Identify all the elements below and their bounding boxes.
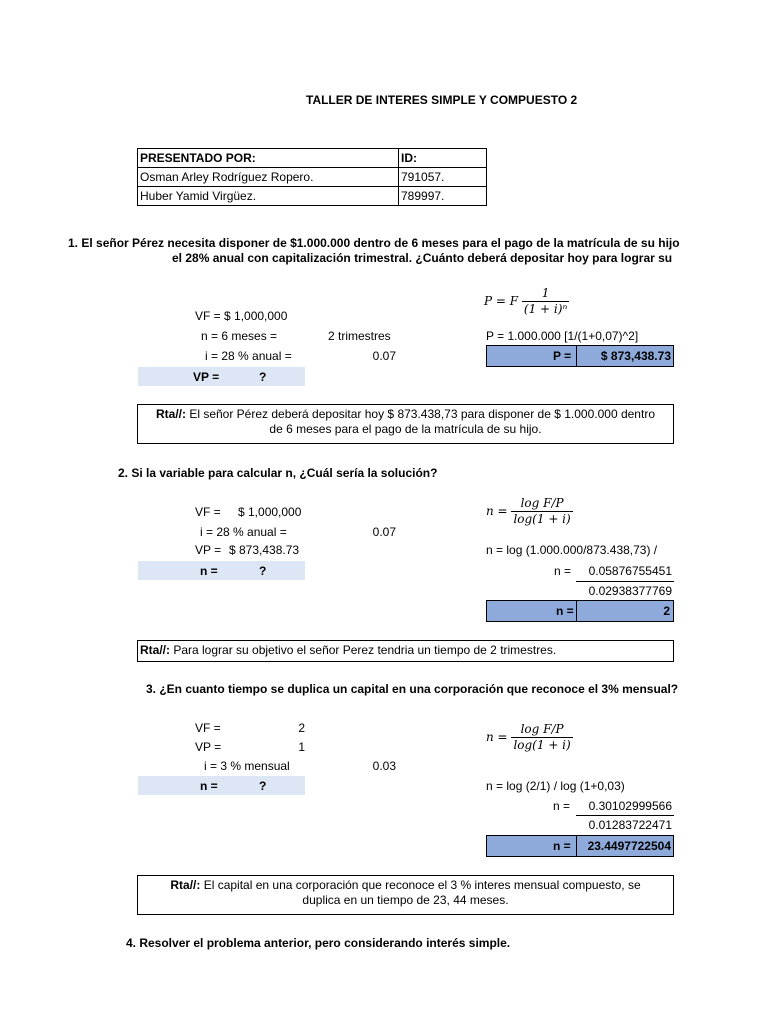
p3-vp-label: VP = (195, 740, 222, 754)
p2-result-value: 2 (663, 604, 670, 618)
p3-formula-den: log(1 + i) (513, 738, 571, 752)
problem-1-text-line2: el 28% anual con capitalización trimestral. ¿Cuánto deberá depositar hoy para lograr su (172, 251, 673, 265)
p1-n: n = 6 meses = (201, 329, 278, 343)
presenter-id: 791057. (399, 168, 487, 187)
p2-vf-label: VF = (195, 505, 221, 519)
problem-2-text: 2. Si la variable para calcular n, ¿Cuál sería la solución? (118, 466, 438, 480)
p3-num-value: 0.30102999566 (588, 799, 672, 813)
p2-formula-num: log F/P (511, 496, 572, 512)
p3-num-label: n = (553, 799, 571, 813)
p2-i: i = 28 % anual = (200, 525, 287, 539)
p3-fraction-line (576, 815, 674, 816)
p1-vp-cell (138, 367, 305, 386)
p2-vp-label: VP = (195, 543, 222, 557)
presenters-table (137, 148, 487, 206)
p3-formula-lhs: n = (486, 730, 508, 744)
p2-answer-box (137, 640, 674, 662)
problem-4-text: 4. Resolver el problema anterior, pero considerando interés simple. (126, 936, 511, 950)
p2-formula-lhs: n = (486, 504, 508, 518)
p2-num-label: n = (554, 564, 572, 578)
p2-i-decimal: 0.07 (372, 525, 396, 539)
p3-calc: n = log (2/1) / log (1+0,03) (486, 779, 625, 793)
p1-formula (484, 286, 569, 317)
p3-n-value: ? (259, 779, 267, 793)
p3-formula (486, 722, 573, 753)
p1-rta-line2: de 6 meses para el pago de la matrícula de su hijo. (269, 422, 542, 436)
p2-n-cell (138, 561, 305, 580)
table-row (138, 168, 487, 187)
p2-n-label: n = (200, 564, 218, 578)
p1-i-decimal: 0.07 (372, 349, 396, 363)
presenter-header: PRESENTADO POR: (138, 149, 399, 168)
p3-rta-line1: El capital en una corporación que reconoce el 3 % interes mensual compuesto, se (200, 878, 641, 892)
problem-3-text: 3. ¿En cuanto tiempo se duplica un capital en una corporación que reconoce el 3% mensual? (146, 682, 679, 696)
p3-i-decimal: 0.03 (372, 759, 396, 773)
p2-den-value: 0.02938377769 (588, 584, 672, 598)
p2-rta-text: Para lograr su objetivo el señor Perez tendria un tiempo de 2 trimestres. (170, 643, 557, 657)
p1-rta-label: Rta//: (155, 407, 186, 421)
p1-calc: P = 1.000.000 [1/(1+0,07)^2] (486, 329, 639, 343)
p3-rta-line2: duplica en un tiempo de 23, 44 meses. (302, 893, 509, 907)
p3-vf-label: VF = (195, 721, 221, 735)
p3-result-cell (486, 835, 674, 857)
p3-formula-fraction (511, 722, 572, 753)
p3-answer-box (137, 875, 674, 915)
id-header: ID: (399, 149, 487, 168)
p2-result-label: n = (556, 604, 574, 618)
p3-n-cell (138, 776, 305, 795)
p1-vp-value: ? (259, 370, 267, 384)
p1-result-value: $ 873,438.73 (600, 349, 671, 363)
p1-rta-line1: El señor Pérez deberá depositar hoy $ 873.438,73 para disponer de $ 1.000.000 dentro (185, 407, 655, 421)
p2-rta-label: Rta//: (140, 643, 170, 657)
p1-formula-lhs: P = F (484, 294, 519, 308)
presenter-name: Huber Yamid Virgüez. (138, 187, 399, 206)
p3-n-label: n = (200, 779, 218, 793)
p3-i: i = 3 % mensual (204, 759, 290, 773)
presenter-id: 789997. (399, 187, 487, 206)
page-title: TALLER DE INTERES SIMPLE Y COMPUESTO 2 (306, 93, 578, 107)
p1-vf: VF = $ 1,000,000 (195, 309, 288, 323)
p2-formula-fraction (511, 496, 572, 527)
p2-n-value: ? (259, 564, 267, 578)
p2-formula-den: log(1 + i) (513, 512, 571, 526)
p1-formula-fraction (522, 286, 569, 317)
p3-result-value: 23.4497722504 (587, 839, 671, 853)
p2-fraction-line (576, 581, 674, 582)
p1-formula-num: 1 (522, 286, 569, 302)
p3-vp-value: 1 (298, 740, 305, 754)
p1-n-converted: 2 trimestres (328, 329, 391, 343)
p1-vp-label: VP = (193, 370, 220, 384)
p2-result-cell (486, 600, 674, 622)
p1-result-label: P = (553, 349, 572, 363)
p3-den-value: 0.01283722471 (588, 818, 672, 832)
p2-formula (486, 496, 573, 527)
p2-num-value: 0.05876755451 (588, 564, 672, 578)
table-row (138, 187, 487, 206)
p1-result-cell (486, 345, 674, 367)
p2-calc: n = log (1.000.000/873.438,73) / (486, 543, 658, 557)
table-row (138, 149, 487, 168)
p1-i: i = 28 % anual = (205, 349, 292, 363)
presenter-name: Osman Arley Rodríguez Ropero. (138, 168, 399, 187)
p3-result-label: n = (553, 839, 571, 853)
p3-rta-label: Rta//: (170, 878, 201, 892)
p2-vp-value: $ 873,438.73 (229, 543, 300, 557)
p1-formula-den: (1 + i)ⁿ (523, 302, 568, 316)
p1-answer-box (137, 404, 674, 444)
p3-formula-num: log F/P (511, 722, 572, 738)
problem-1-text-line1: 1. El señor Pérez necesita disponer de $1.000.000 dentro de 6 meses para el pago de la matrícula de su hijo (68, 236, 680, 250)
p3-vf-value: 2 (298, 721, 305, 735)
p2-vf-value: $ 1,000,000 (238, 505, 302, 519)
